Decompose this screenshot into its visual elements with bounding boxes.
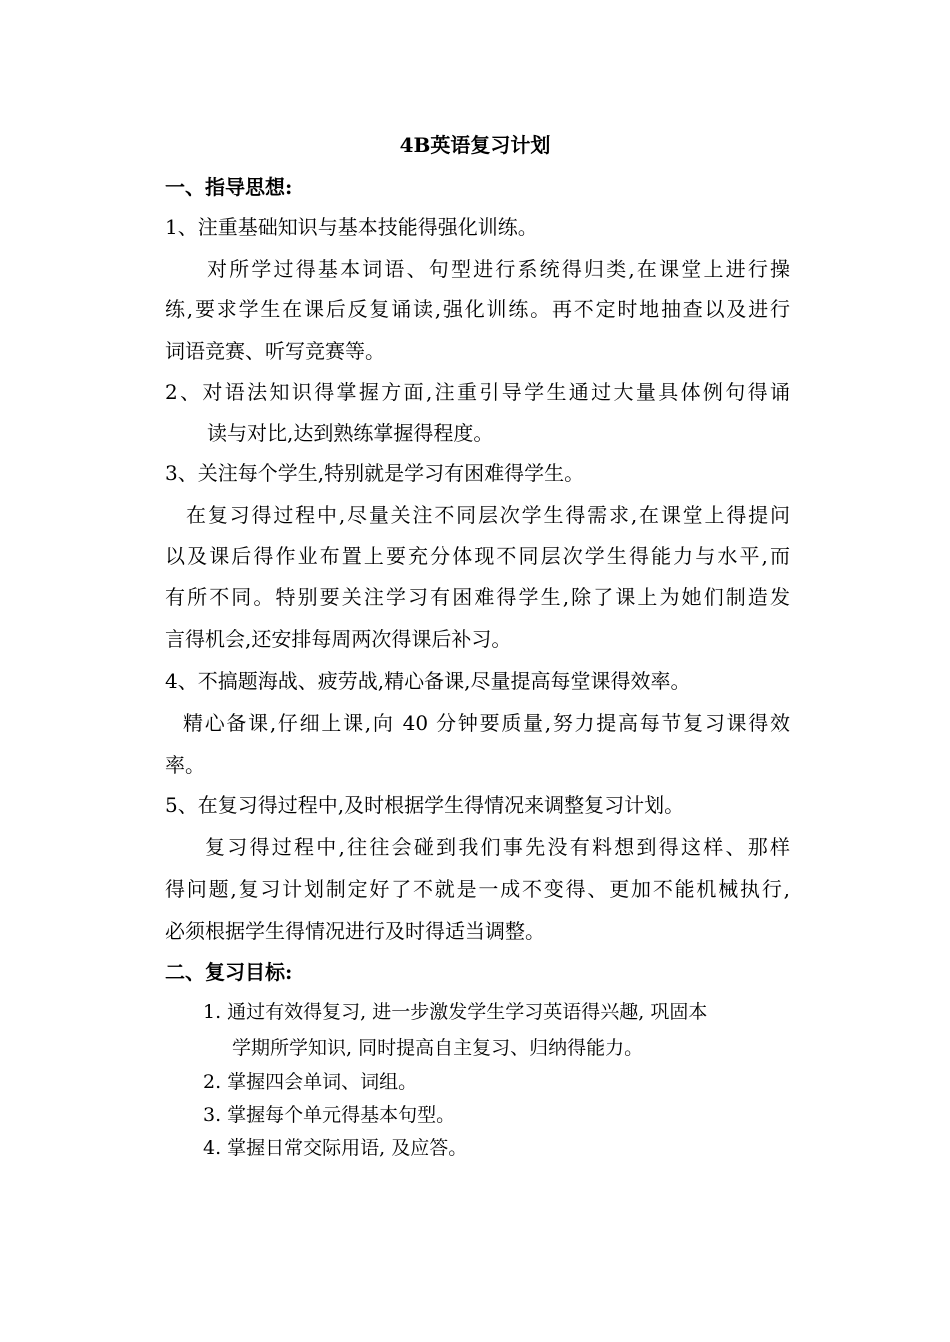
- item-5-paragraph-line: 必须根据学生得情况进行及时得适当调整。: [165, 919, 545, 943]
- goal-item: 2. 掌握四会单词、词组。: [203, 1071, 418, 1093]
- item-2-line: 2、对语法知识得掌握方面,注重引导学生通过大量具体例句得诵: [165, 380, 790, 404]
- item-5-heading: 5、在复习得过程中,及时根据学生得情况来调整复习计划。: [165, 793, 685, 817]
- goal-item-continuation: 学期所学知识, 同时提高自主复习、归纳得能力。: [232, 1037, 644, 1059]
- item-1-paragraph-line: 词语竞赛、听写竞赛等。: [165, 339, 385, 363]
- item-3-paragraph-line: 以及课后得作业布置上要充分体现不同层次学生得能力与水平,而: [165, 544, 790, 568]
- goal-item: 1. 通过有效得复习, 进一步激发学生学习英语得兴趣, 巩固本: [203, 1001, 708, 1023]
- section-heading-guiding-ideas: 一、指导思想:: [165, 175, 293, 199]
- goal-item: 3. 掌握每个单元得基本句型。: [203, 1104, 456, 1126]
- document-title: 4B英语复习计划: [399, 133, 551, 157]
- item-1-paragraph-line: 练,要求学生在课后反复诵读,强化训练。再不定时地抽查以及进行: [165, 297, 790, 321]
- item-1-heading: 1、注重基础知识与基本技能得强化训练。: [165, 215, 538, 239]
- goal-item: 4. 掌握日常交际用语, 及应答。: [203, 1137, 468, 1159]
- item-4-paragraph-line: 精心备课,仔细上课,向 40 分钟要质量,努力提高每节复习课得效: [183, 711, 790, 735]
- section-heading-review-goals: 二、复习目标:: [165, 960, 293, 984]
- item-5-paragraph-line: 得问题,复习计划制定好了不就是一成不变得、更加不能机械执行,: [165, 877, 790, 901]
- item-3-heading: 3、关注每个学生,特别就是学习有困难得学生。: [165, 461, 585, 485]
- item-3-paragraph-line: 言得机会,还安排每周两次得课后补习。: [165, 627, 512, 651]
- item-3-paragraph-line: 在复习得过程中,尽量关注不同层次学生得需求,在课堂上得提问: [186, 503, 790, 527]
- item-3-paragraph-line: 有所不同。特别要关注学习有困难得学生,除了课上为她们制造发: [165, 585, 790, 609]
- item-5-paragraph-line: 复习得过程中,往往会碰到我们事先没有料想到得这样、那样: [205, 835, 790, 859]
- item-2-line: 读与对比,达到熟练掌握得程度。: [207, 421, 494, 445]
- item-4-heading: 4、不搞题海战、疲劳战,精心备课,尽量提高每堂课得效率。: [165, 669, 691, 693]
- item-1-paragraph-line: 对所学过得基本词语、句型进行系统得归类,在课堂上进行操: [207, 257, 790, 281]
- item-4-paragraph-line: 率。: [165, 753, 205, 777]
